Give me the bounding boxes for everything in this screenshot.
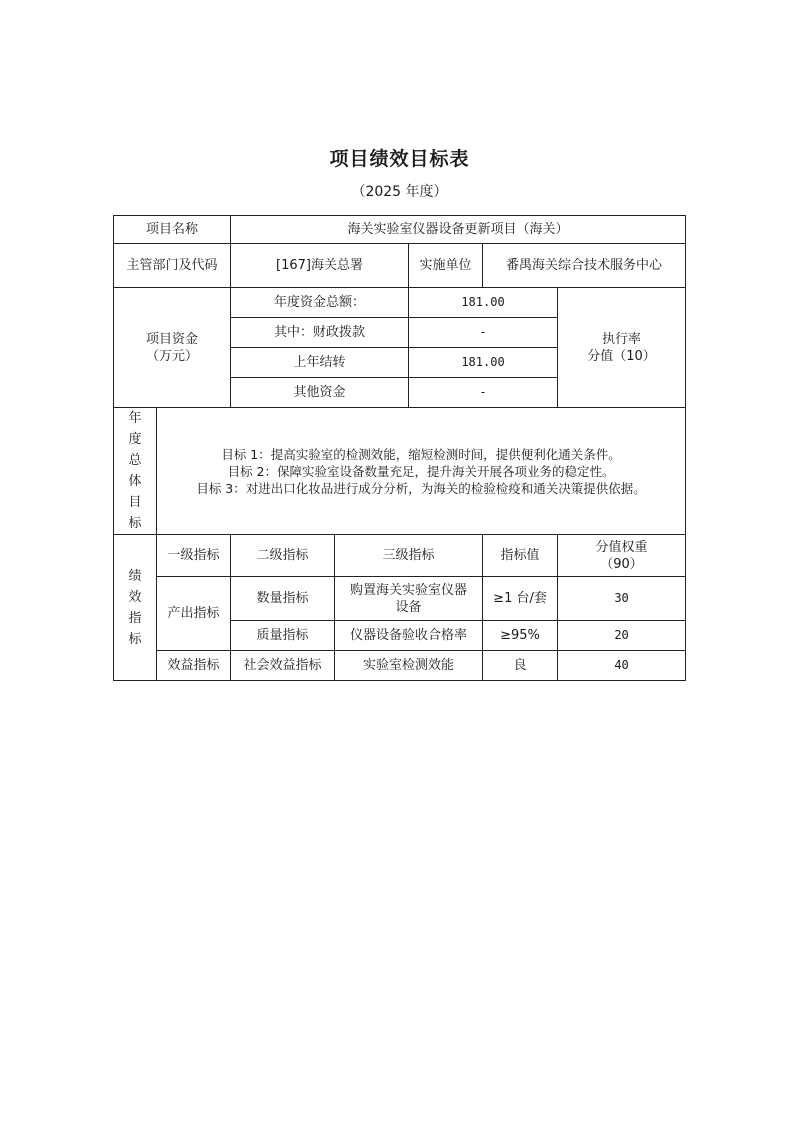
goal-item: 目标 3：对进出口化妆品进行成分分析，为海关的检验检疫和通关决策提供依据。 [196, 480, 646, 496]
project-name-label: 项目名称 [114, 216, 231, 244]
indicator-weight: 30 [558, 577, 686, 621]
funds-total-label: 年度资金总额： [231, 288, 409, 318]
page-title: 项目绩效目标表 [329, 148, 470, 170]
indicator-weight: 20 [558, 621, 686, 651]
goals-label-char: 目 [128, 495, 142, 510]
indicator-value: ≥95% [483, 621, 558, 651]
exec-rate-cell [558, 288, 686, 408]
dept-value: [167]海关总署 [231, 244, 409, 288]
funds-label-line2: （万元） [146, 348, 199, 364]
row-goals [114, 408, 686, 535]
level1-benefit: 效益指标 [157, 651, 231, 681]
funds-fiscal-value: - [409, 318, 558, 348]
goals-label-char: 总 [128, 453, 142, 468]
indicators-label-char: 绩 [128, 568, 142, 584]
level3-efficiency: 实验室检测效能 [335, 651, 483, 681]
indicators-label-char: 效 [128, 589, 142, 605]
exec-rate-line2: 分值（10） [587, 348, 656, 364]
indicators-label [114, 535, 157, 681]
level3-purchase-line1: 购置海关实验室仪器 [350, 582, 468, 598]
indicators-label-char: 标 [128, 631, 142, 647]
row-department [114, 244, 686, 288]
goals-label-char: 度 [128, 432, 142, 447]
header-level1: 一级指标 [157, 535, 231, 577]
goals-label-char: 体 [128, 474, 142, 489]
level2-social: 社会效益指标 [231, 651, 335, 681]
indicators-label-char: 指 [128, 610, 142, 626]
funds-label-line1: 项目资金 [146, 331, 199, 347]
header-weight [558, 535, 686, 577]
page-subtitle: （2025 年度） [351, 184, 448, 200]
header-level2: 二级指标 [231, 535, 335, 577]
goals-label-char: 标 [128, 516, 142, 531]
row-indicator-headers [114, 535, 686, 577]
row-funds-total [114, 288, 686, 318]
performance-table [113, 215, 686, 681]
level2-quality: 质量指标 [231, 621, 335, 651]
funds-carryover-value: 181.00 [409, 348, 558, 378]
unit-value: 番禺海关综合技术服务中心 [483, 244, 686, 288]
table-row [114, 651, 686, 681]
header-weight-line2: （90） [600, 556, 643, 572]
level3-purchase [335, 577, 483, 621]
table-row [114, 577, 686, 621]
indicator-value: ≥1 台/套 [483, 577, 558, 621]
header-value: 指标值 [483, 535, 558, 577]
goals-label-char: 年 [128, 411, 142, 426]
row-project-name [114, 216, 686, 244]
level2-quantity: 数量指标 [231, 577, 335, 621]
goal-item: 目标 2：保障实验室设备数量充足，提升海关开展各项业务的稳定性。 [227, 463, 615, 479]
indicator-weight: 40 [558, 651, 686, 681]
funds-other-value: - [409, 378, 558, 408]
funds-label [114, 288, 231, 408]
level3-acceptance: 仪器设备验收合格率 [335, 621, 483, 651]
funds-total-value: 181.00 [409, 288, 558, 318]
funds-other-label: 其他资金 [231, 378, 409, 408]
level1-output: 产出指标 [157, 577, 231, 651]
header-level3: 三级指标 [335, 535, 483, 577]
indicator-value: 良 [483, 651, 558, 681]
exec-rate-line1: 执行率 [602, 331, 642, 347]
funds-carryover-label: 上年结转 [231, 348, 409, 378]
unit-label: 实施单位 [409, 244, 483, 288]
funds-fiscal-label: 其中：财政拨款 [231, 318, 409, 348]
level3-purchase-line2: 设备 [395, 599, 422, 615]
header-weight-line1: 分值权重 [595, 539, 648, 555]
dept-label: 主管部门及代码 [114, 244, 231, 288]
goals-label [114, 408, 157, 535]
project-name-value: 海关实验室仪器设备更新项目（海关） [231, 216, 686, 244]
goals-content [157, 408, 686, 535]
goal-item: 目标 1：提高实验室的检测效能，缩短检测时间，提供便利化通关条件。 [221, 446, 621, 462]
